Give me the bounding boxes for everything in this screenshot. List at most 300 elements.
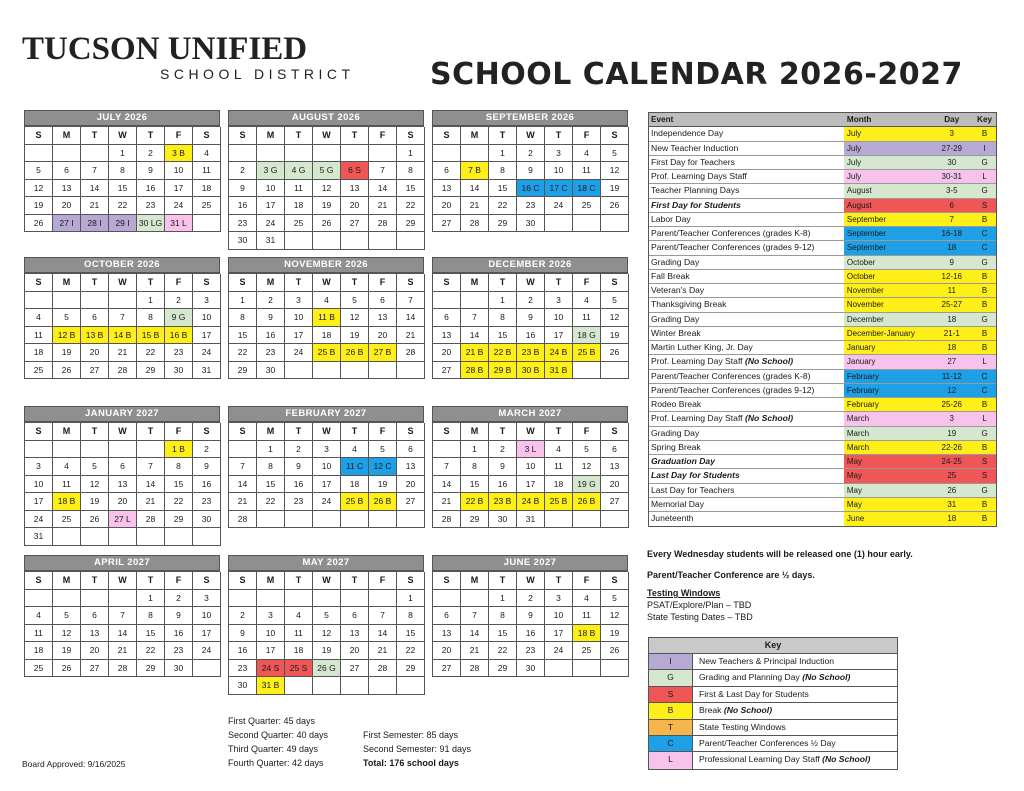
day-cell: 13: [341, 180, 369, 198]
event-name: [649, 427, 844, 440]
day-cell: 3: [285, 292, 313, 310]
key-legend: [648, 637, 898, 770]
day-cell: 10: [165, 162, 193, 180]
weekday-header: F: [165, 423, 193, 441]
day-cell: 20: [397, 476, 425, 494]
day-cell: 12: [25, 180, 53, 198]
event-name: [649, 270, 844, 283]
event-key: S: [973, 199, 996, 212]
event-month: May: [844, 498, 931, 511]
day-cell: 27: [397, 493, 425, 511]
semester-total: Total: 176 school days: [363, 758, 459, 768]
page-title: SCHOOL CALENDAR 2026-2027: [430, 57, 963, 92]
day-cell: 1: [397, 145, 425, 163]
day-cell: 8: [229, 309, 257, 327]
day-cell: 26: [53, 660, 81, 678]
day-cell: 6: [433, 607, 461, 625]
day-cell: 5: [53, 607, 81, 625]
event-key: G: [973, 484, 996, 497]
day-cell: 25: [193, 197, 221, 215]
event-name: [649, 313, 844, 326]
event-name: [649, 127, 844, 140]
day-cell: 5: [369, 441, 397, 459]
events-header-row: [649, 113, 996, 127]
day-cell: 29: [489, 660, 517, 678]
day-cell: [53, 528, 81, 546]
day-cell: 31: [193, 362, 221, 380]
day-cell: 18 B: [53, 493, 81, 511]
day-cell: 31: [517, 511, 545, 529]
event-month: June: [844, 512, 931, 526]
event-day: 18: [930, 512, 973, 526]
key-description-text: Parent/Teacher Conferences ½ Day: [699, 737, 836, 748]
day-cell: 3 B: [165, 145, 193, 163]
quarter-1: First Quarter: 45 days: [228, 716, 316, 726]
day-cell: 26 B: [341, 344, 369, 362]
day-cell: 14: [229, 476, 257, 494]
key-row: [649, 670, 897, 686]
weekday-header: W: [313, 274, 341, 292]
day-cell: 20: [601, 476, 629, 494]
day-cell: 15: [461, 476, 489, 494]
day-cell: 16 C: [517, 180, 545, 198]
day-cell: 18 B: [573, 625, 601, 643]
day-cell: 10: [193, 607, 221, 625]
weekday-header: W: [313, 423, 341, 441]
day-cell: 13 B: [81, 327, 109, 345]
day-cell: [601, 511, 629, 529]
event-month: February: [844, 370, 931, 383]
day-cell: [229, 145, 257, 163]
event-row: [649, 398, 996, 412]
logo-sub-text: SCHOOL DISTRICT: [160, 66, 355, 82]
day-cell: 21: [461, 642, 489, 660]
weekday-header: S: [433, 127, 461, 145]
day-cell: [25, 441, 53, 459]
day-cell: [285, 145, 313, 163]
events-body: [649, 127, 996, 526]
day-cell: 25: [285, 215, 313, 233]
day-cell: 9: [229, 625, 257, 643]
day-cell: 17 C: [545, 180, 573, 198]
month-title: MAY 2027: [228, 555, 424, 571]
day-cell: 13: [433, 180, 461, 198]
event-name-text: New Teacher Induction: [651, 142, 739, 153]
day-cell: 25: [25, 660, 53, 678]
event-month: March: [844, 427, 931, 440]
day-cell: [285, 362, 313, 380]
day-cell: 20: [341, 642, 369, 660]
weekday-header: S: [193, 423, 221, 441]
weekday-header: T: [545, 127, 573, 145]
day-cell: 26: [601, 344, 629, 362]
day-cell: [433, 590, 461, 608]
day-cell: 22: [397, 642, 425, 660]
month-grid: [24, 422, 220, 546]
weekday-header: S: [601, 127, 629, 145]
day-cell: [601, 362, 629, 380]
day-cell: 12: [601, 162, 629, 180]
day-cell: 28: [109, 660, 137, 678]
day-cell: 27: [433, 215, 461, 233]
day-cell: 14 B: [109, 327, 137, 345]
day-cell: [369, 677, 397, 695]
event-row: [649, 213, 996, 227]
day-cell: 23: [257, 344, 285, 362]
event-month: May: [844, 469, 931, 482]
day-cell: 20: [109, 493, 137, 511]
weekday-header: M: [53, 572, 81, 590]
event-month: September: [844, 227, 931, 240]
event-key: G: [973, 184, 996, 197]
day-cell: [81, 528, 109, 546]
day-cell: 22 B: [489, 344, 517, 362]
events-header-key: Key: [977, 115, 993, 124]
day-cell: 11: [573, 607, 601, 625]
day-cell: 1: [257, 441, 285, 459]
weekday-header: T: [285, 423, 313, 441]
weekday-header: F: [165, 572, 193, 590]
weekday-header: F: [573, 423, 601, 441]
day-cell: [25, 292, 53, 310]
day-cell: 29: [137, 660, 165, 678]
day-cell: 11: [193, 162, 221, 180]
weekday-header: T: [285, 572, 313, 590]
day-cell: [313, 232, 341, 250]
event-name: [649, 256, 844, 269]
key-code: L: [649, 752, 693, 768]
event-name-text: Juneteenth: [651, 513, 694, 523]
day-cell: 27: [433, 362, 461, 380]
event-name: [649, 469, 844, 482]
weekday-header: M: [53, 127, 81, 145]
day-cell: 23: [285, 493, 313, 511]
month-grid: [228, 571, 424, 695]
day-cell: 6: [109, 458, 137, 476]
day-cell: [53, 590, 81, 608]
event-day: 16-18: [930, 227, 973, 240]
day-cell: [53, 441, 81, 459]
key-code: G: [649, 670, 693, 685]
day-cell: 12 B: [53, 327, 81, 345]
day-cell: 8: [461, 458, 489, 476]
day-cell: [165, 528, 193, 546]
event-name-text: Parent/Teacher Conferences (grades K-8): [651, 370, 811, 381]
day-cell: [313, 677, 341, 695]
day-cell: 24: [285, 344, 313, 362]
day-cell: [257, 511, 285, 529]
day-cell: 8: [397, 607, 425, 625]
weekday-header: T: [137, 572, 165, 590]
event-name-text: Spring Break: [651, 441, 701, 452]
month-grid: [432, 126, 628, 232]
day-cell: 4: [53, 458, 81, 476]
event-name: [649, 142, 844, 155]
day-cell: 9: [193, 458, 221, 476]
weekday-header: T: [81, 274, 109, 292]
weekday-header: S: [25, 274, 53, 292]
day-cell: 26 G: [313, 660, 341, 678]
day-cell: [193, 660, 221, 678]
day-cell: 28: [433, 511, 461, 529]
day-cell: 2: [517, 292, 545, 310]
day-cell: [369, 232, 397, 250]
day-cell: 7: [369, 607, 397, 625]
day-cell: 23: [517, 642, 545, 660]
event-row: [649, 127, 996, 141]
month-grid: [228, 126, 424, 250]
weekday-header: T: [81, 127, 109, 145]
event-day: 24-25: [930, 455, 973, 468]
event-name-text: Parent/Teacher Conferences (grades K-8): [651, 228, 811, 238]
day-cell: 13: [433, 625, 461, 643]
day-cell: 15: [397, 625, 425, 643]
day-cell: 27: [341, 215, 369, 233]
key-description-text: Break: [699, 705, 724, 716]
weekday-header: M: [461, 572, 489, 590]
event-key: S: [973, 455, 996, 468]
day-cell: 10: [25, 476, 53, 494]
day-cell: 26: [601, 197, 629, 215]
day-cell: 21: [369, 197, 397, 215]
key-code: C: [649, 736, 693, 751]
event-name: [649, 412, 844, 425]
day-cell: 29: [229, 362, 257, 380]
day-cell: 5: [313, 607, 341, 625]
day-cell: 9: [137, 162, 165, 180]
day-cell: [545, 511, 573, 529]
event-row: [649, 327, 996, 341]
day-cell: 27: [81, 660, 109, 678]
day-cell: [461, 145, 489, 163]
key-description: [693, 654, 834, 669]
key-row: [649, 736, 897, 752]
day-cell: 31 B: [545, 362, 573, 380]
day-cell: 22: [137, 642, 165, 660]
event-row: [649, 284, 996, 298]
event-row: [649, 199, 996, 213]
day-cell: 11: [285, 180, 313, 198]
day-cell: 6: [433, 309, 461, 327]
notes-section: [647, 548, 997, 623]
weekday-header: S: [601, 274, 629, 292]
day-cell: 6: [81, 309, 109, 327]
day-cell: 2: [165, 292, 193, 310]
event-row: [649, 370, 996, 384]
day-cell: 30: [229, 232, 257, 250]
day-cell: 7: [109, 607, 137, 625]
event-name: [649, 156, 844, 169]
day-cell: 22: [109, 197, 137, 215]
day-cell: 1: [397, 590, 425, 608]
event-name-text: Last Day for Students: [651, 470, 740, 481]
day-cell: [369, 511, 397, 529]
day-cell: 6: [601, 441, 629, 459]
key-description: [693, 752, 870, 768]
day-cell: 7: [369, 162, 397, 180]
event-name-text: Teacher Planning Days: [651, 185, 740, 196]
day-cell: 22: [489, 642, 517, 660]
weekday-header: F: [369, 423, 397, 441]
day-cell: 13: [397, 458, 425, 476]
event-row: [649, 384, 996, 398]
day-cell: 6: [433, 162, 461, 180]
day-cell: 4: [573, 292, 601, 310]
day-cell: 30 LG: [137, 215, 165, 233]
day-cell: 2: [517, 590, 545, 608]
event-name-text: Prof. Learning Day Staff: [651, 356, 745, 367]
event-day: 30: [930, 156, 973, 169]
event-day: 11: [930, 284, 973, 297]
day-cell: 4: [25, 607, 53, 625]
event-name-text: Thanksgiving Break: [651, 299, 727, 310]
day-cell: 27: [341, 660, 369, 678]
day-cell: 2: [137, 145, 165, 163]
event-day: 26: [930, 484, 973, 497]
day-cell: 19: [369, 476, 397, 494]
day-cell: [285, 590, 313, 608]
quarter-2: Second Quarter: 40 days: [228, 730, 329, 740]
day-cell: 24 B: [545, 344, 573, 362]
day-cell: 6: [341, 607, 369, 625]
day-cell: [257, 590, 285, 608]
day-cell: 27 B: [369, 344, 397, 362]
event-name: [649, 370, 844, 383]
event-name-text: Winter Break: [651, 327, 701, 338]
day-cell: 17: [285, 327, 313, 345]
key-description: [693, 703, 772, 718]
day-cell: 9: [285, 458, 313, 476]
district-logo: [22, 32, 355, 82]
day-cell: 11 B: [313, 309, 341, 327]
day-cell: 5: [53, 309, 81, 327]
day-cell: 4: [573, 590, 601, 608]
weekday-header: M: [257, 127, 285, 145]
day-cell: 17: [25, 493, 53, 511]
month-january-2027: [24, 406, 220, 546]
weekday-header: T: [81, 423, 109, 441]
day-cell: 2: [165, 590, 193, 608]
event-month: May: [844, 455, 931, 468]
day-cell: 26: [601, 642, 629, 660]
month-title: JANUARY 2027: [24, 406, 220, 422]
day-cell: 25 B: [313, 344, 341, 362]
day-cell: 24: [545, 642, 573, 660]
day-cell: 9: [517, 162, 545, 180]
day-cell: 31: [25, 528, 53, 546]
day-cell: 22: [397, 197, 425, 215]
day-cell: [313, 590, 341, 608]
weekday-header: M: [53, 423, 81, 441]
day-cell: 18 C: [573, 180, 601, 198]
day-cell: [397, 511, 425, 529]
day-cell: [193, 528, 221, 546]
month-july-2026: [24, 110, 220, 232]
day-cell: 29: [489, 215, 517, 233]
weekday-header: M: [461, 274, 489, 292]
event-row: [649, 241, 996, 255]
day-cell: [81, 145, 109, 163]
day-cell: 14: [397, 309, 425, 327]
day-cell: 19 G: [573, 476, 601, 494]
day-cell: 3: [545, 145, 573, 163]
weekday-header: T: [285, 274, 313, 292]
day-cell: 28: [229, 511, 257, 529]
day-cell: [369, 145, 397, 163]
day-cell: 11: [285, 625, 313, 643]
event-name-text: First Day for Teachers: [651, 156, 735, 167]
day-cell: 21: [461, 197, 489, 215]
key-row: [649, 752, 897, 768]
day-cell: 24: [193, 344, 221, 362]
event-key: B: [973, 512, 996, 526]
key-description-text: New Teachers & Principal Induction: [699, 656, 835, 666]
event-day: 25-27: [930, 298, 973, 311]
event-name-text: Parent/Teacher Conferences (grades 9-12): [651, 242, 815, 253]
event-day: 18: [930, 313, 973, 326]
day-cell: 17: [193, 625, 221, 643]
day-cell: 27: [433, 660, 461, 678]
event-key: B: [973, 127, 996, 140]
day-cell: [341, 677, 369, 695]
day-cell: 16: [229, 197, 257, 215]
day-cell: 1: [489, 292, 517, 310]
day-cell: 26 B: [369, 493, 397, 511]
day-cell: 7: [229, 458, 257, 476]
day-cell: 18: [25, 642, 53, 660]
weekday-header: S: [433, 423, 461, 441]
event-row: [649, 512, 996, 526]
day-cell: 28 B: [461, 362, 489, 380]
quarter-4: Fourth Quarter: 42 days: [228, 758, 324, 768]
day-cell: 21: [109, 642, 137, 660]
event-month: July: [844, 127, 931, 140]
weekday-header: F: [369, 274, 397, 292]
day-cell: 23 B: [489, 493, 517, 511]
day-cell: [341, 232, 369, 250]
day-cell: [109, 441, 137, 459]
day-cell: 16: [137, 180, 165, 198]
day-cell: 1: [109, 145, 137, 163]
day-cell: 17: [545, 625, 573, 643]
day-cell: 4: [25, 309, 53, 327]
day-cell: 5: [341, 292, 369, 310]
day-cell: 10: [257, 625, 285, 643]
event-row: [649, 484, 996, 498]
weekday-header: S: [193, 127, 221, 145]
weekday-header: F: [573, 127, 601, 145]
day-cell: 10: [545, 162, 573, 180]
day-cell: [573, 511, 601, 529]
day-cell: 15: [489, 625, 517, 643]
day-cell: 3: [313, 441, 341, 459]
event-day: 25-26: [930, 398, 973, 411]
event-key: C: [973, 227, 996, 240]
event-name-text: Grading Day: [651, 313, 700, 324]
event-month: September: [844, 241, 931, 254]
day-cell: 21: [137, 493, 165, 511]
month-march-2027: [432, 406, 628, 528]
day-cell: 12: [601, 309, 629, 327]
day-cell: 2: [257, 292, 285, 310]
event-name-text: Veteran's Day: [651, 285, 705, 295]
day-cell: 11: [545, 458, 573, 476]
day-cell: 18 G: [573, 327, 601, 345]
day-cell: 17: [313, 476, 341, 494]
month-grid: [24, 571, 220, 677]
day-cell: 23: [229, 215, 257, 233]
day-cell: 1: [137, 590, 165, 608]
